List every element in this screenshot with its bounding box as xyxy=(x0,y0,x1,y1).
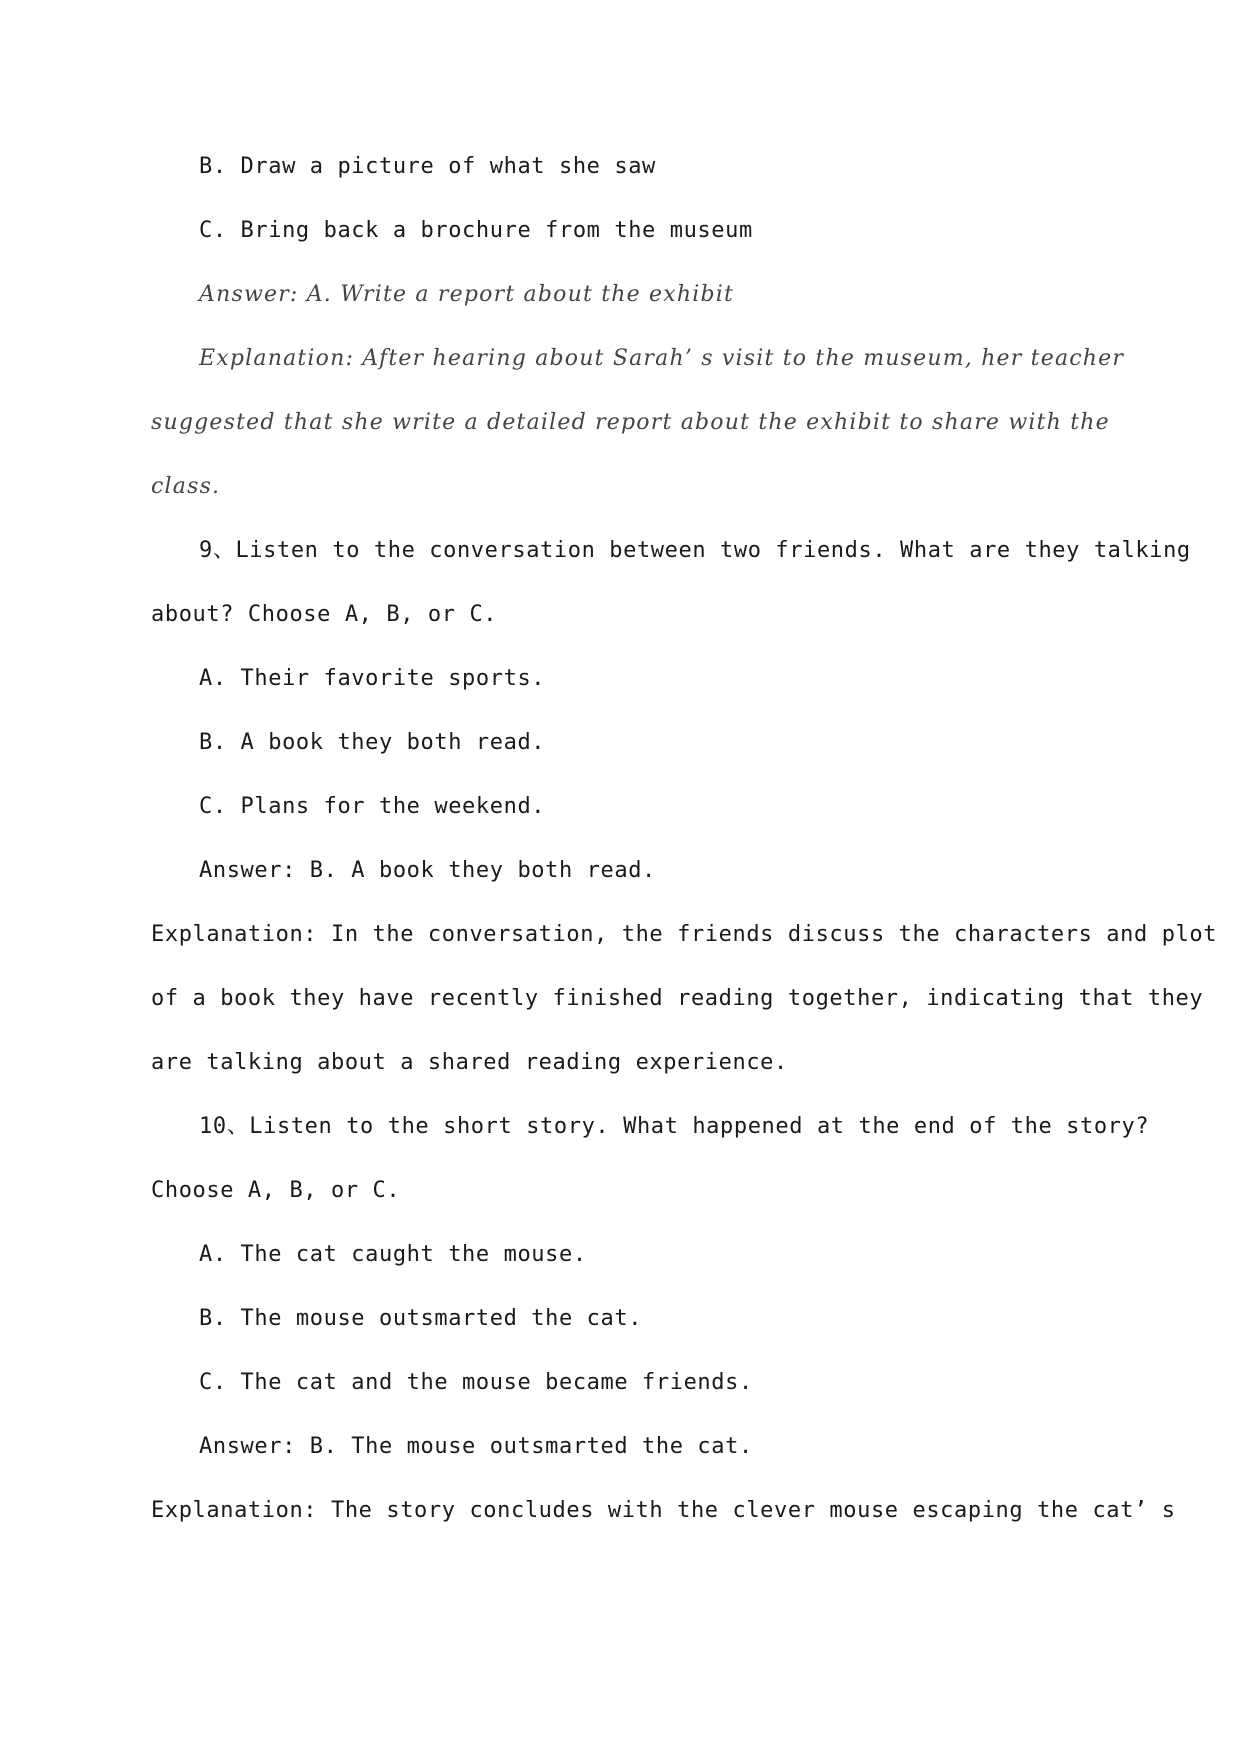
q8-option-c: C. Bring back a brochure from the museum xyxy=(199,218,753,243)
q10-question-line-2: Choose A, B, or C. xyxy=(151,1178,401,1203)
q10-option-b: B. The mouse outsmarted the cat. xyxy=(199,1306,643,1331)
q9-question-line-1: 9、Listen to the conversation between two friends. What are they talking xyxy=(199,538,1191,563)
q8-option-b: B. Draw a picture of what she saw xyxy=(199,154,656,179)
q10-explanation-line-1: Explanation: The story concludes with the clever mouse escaping the cat’ s xyxy=(151,1498,1176,1523)
q9-question-line-2: about? Choose A, B, or C. xyxy=(151,602,498,627)
q10-answer: Answer: B. The mouse outsmarted the cat. xyxy=(199,1434,753,1459)
q9-option-a: A. Their favorite sports. xyxy=(199,666,546,691)
q9-explanation-line-2: of a book they have recently finished reading together, indicating that they xyxy=(151,986,1204,1011)
q10-question-line-1: 10、Listen to the short story. What happened at the end of the story? xyxy=(199,1114,1150,1139)
q8-explanation-line-3: class. xyxy=(151,474,221,499)
q9-explanation-line-3: are talking about a shared reading experience. xyxy=(151,1050,788,1075)
q9-option-c: C. Plans for the weekend. xyxy=(199,794,546,819)
q8-explanation-line-2: suggested that she write a detailed report about the exhibit to share with the xyxy=(151,410,1110,435)
q9-explanation-line-1: Explanation: In the conversation, the friends discuss the characters and plot xyxy=(151,922,1218,947)
q10-option-a: A. The cat caught the mouse. xyxy=(199,1242,587,1267)
q9-answer: Answer: B. A book they both read. xyxy=(199,858,656,883)
q8-explanation-line-1: Explanation: After hearing about Sarah’ s visit to the museum, her teacher xyxy=(199,346,1125,371)
q9-option-b: B. A book they both read. xyxy=(199,730,546,755)
q10-option-c: C. The cat and the mouse became friends. xyxy=(199,1370,753,1395)
q8-answer: Answer: A. Write a report about the exhibit xyxy=(199,282,735,307)
